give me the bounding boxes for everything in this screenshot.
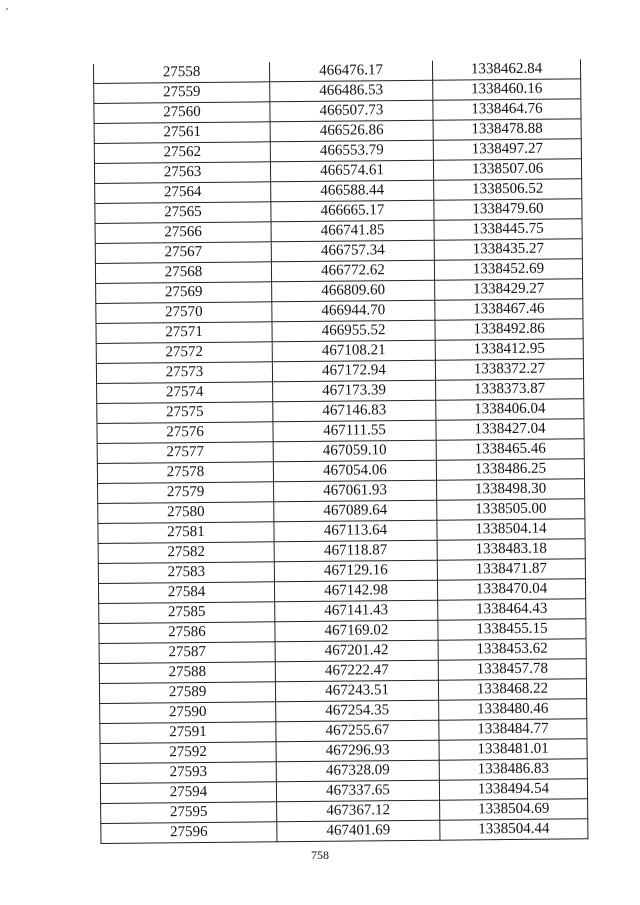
- x-coordinate-cell: 467169.02: [275, 620, 438, 642]
- point-id-cell: 27561: [94, 122, 270, 144]
- point-id-cell: 27562: [94, 142, 270, 164]
- point-id-cell: 27593: [100, 762, 276, 784]
- point-id-cell: 27591: [100, 722, 276, 744]
- y-coordinate-cell: 1338412.95: [435, 339, 583, 360]
- point-id-cell: 27580: [98, 502, 274, 524]
- y-coordinate-cell: 1338372.27: [435, 359, 583, 380]
- y-coordinate-cell: 1338498.30: [437, 479, 585, 500]
- y-coordinate-cell: 1338453.62: [438, 639, 586, 660]
- table-row: [101, 819, 588, 844]
- x-coordinate-cell: 466553.79: [270, 140, 433, 162]
- x-coordinate-cell: 466665.17: [271, 200, 434, 222]
- point-id-cell: 27573: [96, 362, 272, 384]
- x-coordinate-cell: 467243.51: [275, 680, 438, 702]
- x-coordinate-cell: 467201.42: [275, 640, 438, 662]
- y-coordinate-cell: 1338465.46: [436, 439, 584, 460]
- y-coordinate-cell: 1338486.25: [436, 459, 584, 480]
- x-coordinate-cell: 467328.09: [276, 760, 439, 782]
- x-coordinate-cell: 467061.93: [274, 480, 437, 502]
- x-coordinate-cell: 466486.53: [270, 80, 433, 102]
- y-coordinate-cell: 1338455.15: [438, 619, 586, 640]
- point-id-cell: 27560: [94, 102, 270, 124]
- coordinate-table-body: [93, 59, 587, 843]
- point-id-cell: 27582: [98, 542, 274, 564]
- x-coordinate-cell: 467401.69: [277, 820, 440, 842]
- point-id-cell: 27565: [95, 202, 271, 224]
- point-id-cell: 27572: [96, 342, 272, 364]
- point-id-cell: 27575: [97, 402, 273, 424]
- point-id-cell: 27596: [101, 822, 277, 844]
- y-coordinate-cell: 1338504.14: [437, 519, 585, 540]
- point-id-cell: 27563: [94, 162, 270, 184]
- y-coordinate-cell: 1338479.60: [434, 199, 582, 220]
- y-coordinate-cell: 1338483.18: [437, 539, 585, 560]
- point-id-cell: 27589: [99, 682, 275, 704]
- point-id-cell: 27569: [96, 282, 272, 304]
- x-coordinate-cell: 467141.43: [275, 600, 438, 622]
- y-coordinate-cell: 1338464.43: [438, 599, 586, 620]
- point-id-cell: 27564: [95, 182, 271, 204]
- x-coordinate-cell: 466526.86: [270, 120, 433, 142]
- point-id-cell: 27577: [97, 442, 273, 464]
- x-coordinate-cell: 466757.34: [271, 240, 434, 262]
- x-coordinate-cell: 467113.64: [274, 520, 437, 542]
- y-coordinate-cell: 1338464.76: [433, 99, 581, 120]
- x-coordinate-cell: 467367.12: [277, 800, 440, 822]
- coordinate-table: [93, 59, 588, 844]
- y-coordinate-cell: 1338480.46: [439, 699, 587, 720]
- point-id-cell: 27581: [98, 522, 274, 544]
- point-id-cell: 27570: [96, 302, 272, 324]
- point-id-cell: 27595: [101, 802, 277, 824]
- y-coordinate-cell: 1338468.22: [438, 679, 586, 700]
- scan-speck: [6, 8, 8, 10]
- y-coordinate-cell: 1338494.54: [439, 779, 587, 800]
- x-coordinate-cell: 466741.85: [271, 220, 434, 242]
- x-coordinate-cell: 467054.06: [273, 460, 436, 482]
- point-id-cell: 27584: [98, 582, 274, 604]
- y-coordinate-cell: 1338504.69: [440, 799, 588, 820]
- point-id-cell: 27579: [98, 482, 274, 504]
- x-coordinate-cell: 466772.62: [271, 260, 434, 282]
- x-coordinate-cell: 466507.73: [270, 100, 433, 122]
- y-coordinate-cell: 1338492.86: [435, 319, 583, 340]
- x-coordinate-cell: 467222.47: [275, 660, 438, 682]
- y-coordinate-cell: 1338445.75: [434, 219, 582, 240]
- x-coordinate-cell: 467108.21: [272, 340, 435, 362]
- y-coordinate-cell: 1338462.84: [432, 59, 580, 80]
- point-id-cell: 27578: [97, 462, 273, 484]
- y-coordinate-cell: 1338429.27: [435, 279, 583, 300]
- x-coordinate-cell: 467254.35: [276, 700, 439, 722]
- x-coordinate-cell: 466476.17: [269, 61, 432, 82]
- y-coordinate-cell: 1338467.46: [435, 299, 583, 320]
- y-coordinate-cell: 1338484.77: [439, 719, 587, 740]
- y-coordinate-cell: 1338427.04: [436, 419, 584, 440]
- point-id-cell: 27574: [97, 382, 273, 404]
- point-id-cell: 27594: [100, 782, 276, 804]
- point-id-cell: 27568: [95, 262, 271, 284]
- x-coordinate-cell: 467255.67: [276, 720, 439, 742]
- x-coordinate-cell: 467129.16: [274, 560, 437, 582]
- y-coordinate-cell: 1338406.04: [436, 399, 584, 420]
- y-coordinate-cell: 1338373.87: [436, 379, 584, 400]
- x-coordinate-cell: 467337.65: [276, 780, 439, 802]
- point-id-cell: 27567: [95, 242, 271, 264]
- x-coordinate-cell: 466574.61: [270, 160, 433, 182]
- y-coordinate-cell: 1338505.00: [437, 499, 585, 520]
- y-coordinate-cell: 1338452.69: [434, 259, 582, 280]
- point-id-cell: 27583: [98, 562, 274, 584]
- x-coordinate-cell: 467146.83: [273, 400, 436, 422]
- point-id-cell: 27586: [99, 622, 275, 644]
- y-coordinate-cell: 1338460.16: [433, 79, 581, 100]
- x-coordinate-cell: 466588.44: [271, 180, 434, 202]
- point-id-cell: 27585: [99, 602, 275, 624]
- point-id-cell: 27587: [99, 642, 275, 664]
- x-coordinate-cell: 467118.87: [274, 540, 437, 562]
- x-coordinate-cell: 467059.10: [273, 440, 436, 462]
- y-coordinate-cell: 1338486.83: [439, 759, 587, 780]
- y-coordinate-cell: 1338470.04: [437, 579, 585, 600]
- point-id-cell: 27558: [93, 62, 269, 83]
- x-coordinate-cell: 466955.52: [272, 320, 435, 342]
- y-coordinate-cell: 1338457.78: [438, 659, 586, 680]
- x-coordinate-cell: 467173.39: [273, 380, 436, 402]
- x-coordinate-cell: 467142.98: [274, 580, 437, 602]
- point-id-cell: 27576: [97, 422, 273, 444]
- point-id-cell: 27571: [96, 322, 272, 344]
- point-id-cell: 27559: [94, 82, 270, 104]
- x-coordinate-cell: 466809.60: [272, 280, 435, 302]
- point-id-cell: 27566: [95, 222, 271, 244]
- y-coordinate-cell: 1338507.06: [433, 159, 581, 180]
- y-coordinate-cell: 1338435.27: [434, 239, 582, 260]
- x-coordinate-cell: 467296.93: [276, 740, 439, 762]
- x-coordinate-cell: 466944.70: [272, 300, 435, 322]
- point-id-cell: 27590: [100, 702, 276, 724]
- y-coordinate-cell: 1338481.01: [439, 739, 587, 760]
- y-coordinate-cell: 1338497.27: [433, 139, 581, 160]
- page-number: 758: [311, 848, 329, 862]
- x-coordinate-cell: 467111.55: [273, 420, 436, 442]
- y-coordinate-cell: 1338471.87: [437, 559, 585, 580]
- x-coordinate-cell: 467172.94: [272, 360, 435, 382]
- y-coordinate-cell: 1338504.44: [440, 819, 588, 840]
- y-coordinate-cell: 1338478.88: [433, 119, 581, 140]
- point-id-cell: 27588: [99, 662, 275, 684]
- x-coordinate-cell: 467089.64: [274, 500, 437, 522]
- y-coordinate-cell: 1338506.52: [434, 179, 582, 200]
- point-id-cell: 27592: [100, 742, 276, 764]
